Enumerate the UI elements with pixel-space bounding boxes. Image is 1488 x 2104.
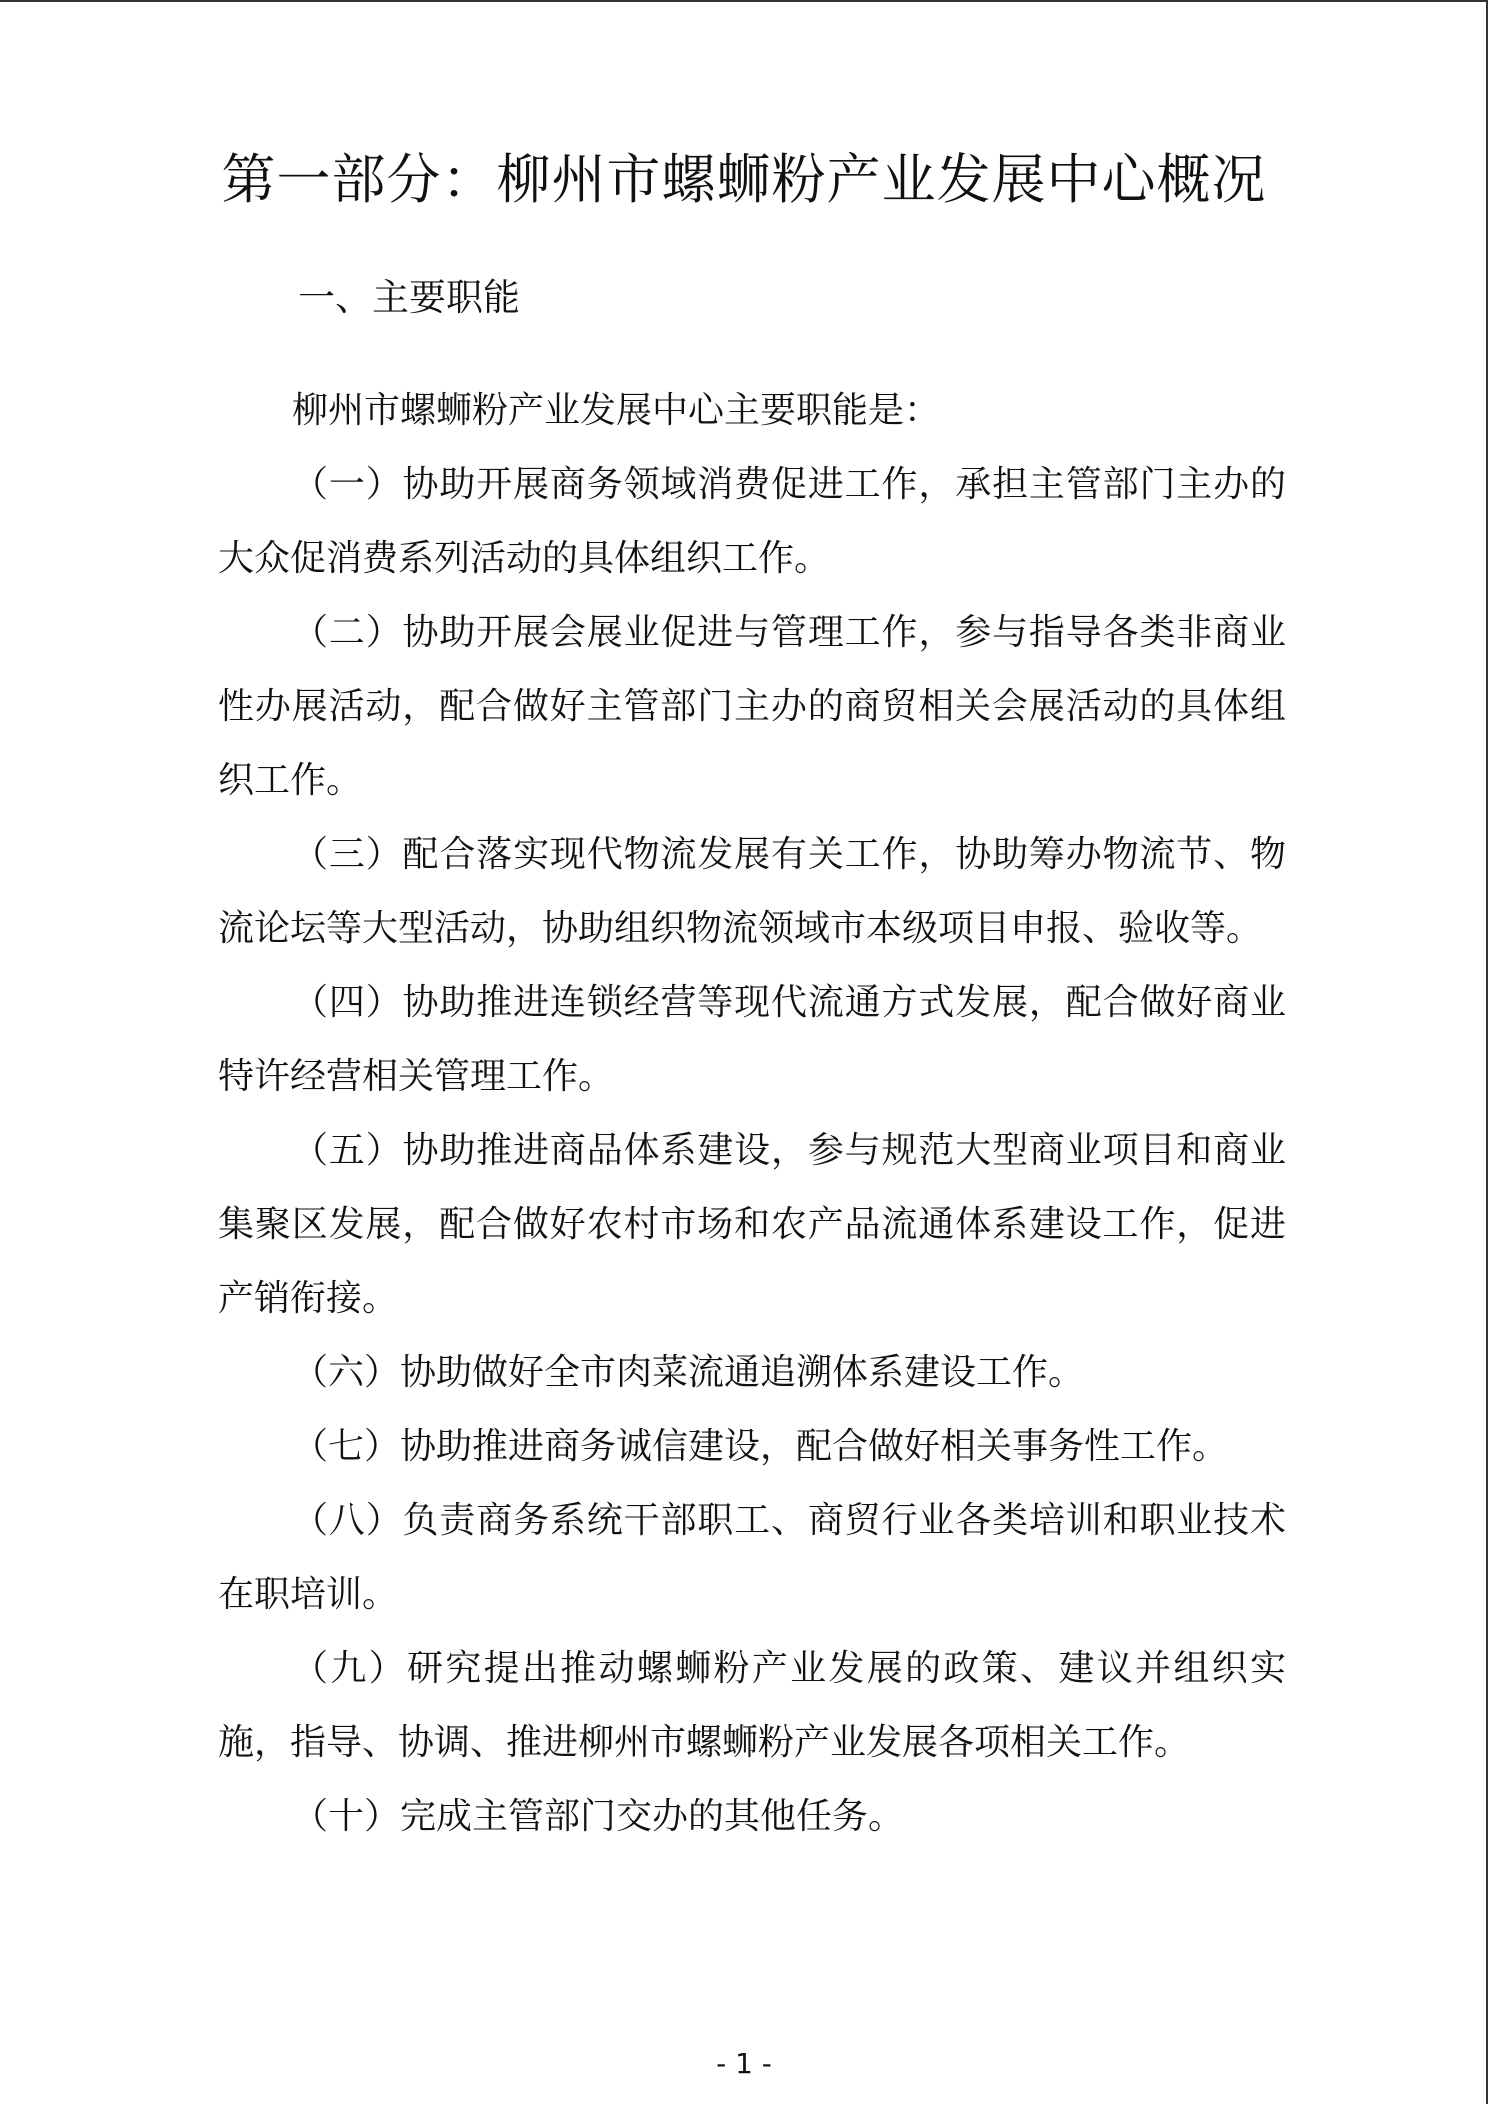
duty-item-8: （八）负责商务系统干部职工、商贸行业各类培训和职业技术在职培训。 bbox=[218, 1500, 1286, 1615]
duty-item-4: （四）协助推进连锁经营等现代流通方式发展，配合做好商业特许经营相关管理工作。 bbox=[218, 982, 1286, 1097]
body-text bbox=[218, 374, 1286, 1854]
duty-item-2: （二）协助开展会展业促进与管理工作，参与指导各类非商业性办展活动，配合做好主管部门主办的商贸相关会展活动的具体组织工作。 bbox=[218, 612, 1286, 801]
section-heading: 一、主要职能 bbox=[298, 276, 520, 319]
duty-item-1: （一）协助开展商务领域消费促进工作，承担主管部门主办的大众促消费系列活动的具体组织工作。 bbox=[218, 464, 1286, 579]
page-number: - 1 - bbox=[716, 2047, 772, 2080]
duty-item-7: （七）协助推进商务诚信建设，配合做好相关事务性工作。 bbox=[292, 1426, 1229, 1467]
duty-item-10: （十）完成主管部门交办的其他任务。 bbox=[292, 1796, 905, 1837]
duty-item-9: （九）研究提出推动螺蛳粉产业发展的政策、建议并组织实施，指导、协调、推进柳州市螺蛳粉产业发展各项相关工作。 bbox=[218, 1648, 1286, 1763]
intro-paragraph: 柳州市螺蛳粉产业发展中心主要职能是： bbox=[292, 390, 941, 431]
page-title: 第一部分：柳州市螺蛳粉产业发展中心概况 bbox=[221, 148, 1267, 211]
duty-item-6: （六）协助做好全市肉菜流通追溯体系建设工作。 bbox=[292, 1352, 1085, 1393]
duty-item-3: （三）配合落实现代物流发展有关工作，协助筹办物流节、物流论坛等大型活动，协助组织物流领域市本级项目申报、验收等。 bbox=[218, 834, 1286, 949]
duty-item-5: （五）协助推进商品体系建设，参与规范大型商业项目和商业集聚区发展，配合做好农村市场和农产品流通体系建设工作，促进产销衔接。 bbox=[218, 1130, 1286, 1319]
